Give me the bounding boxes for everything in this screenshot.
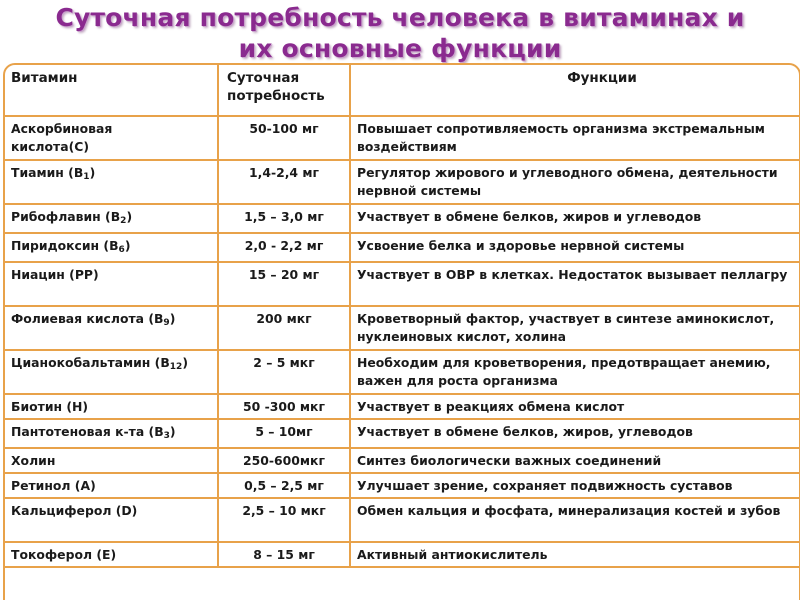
table-row xyxy=(5,419,799,448)
vitamin-name: Ниацин (РР) xyxy=(11,267,99,282)
table-row xyxy=(5,350,799,394)
header-daily-need-line-2: потребность xyxy=(227,88,325,104)
vitamin-subscript: 3 xyxy=(163,431,170,441)
function-cell: Регулятор жирового и углеводного обмена, деятельности нервной системы xyxy=(350,160,799,204)
vitamin-subscript: 12 xyxy=(169,362,183,372)
function-cell: Кроветворный фактор, участвует в синтезе аминокислот, нуклеиновых кислот, холина xyxy=(350,306,799,350)
daily-need-cell: 15 – 20 мг xyxy=(218,262,350,306)
vitamin-name: Кальциферол (D) xyxy=(11,503,138,518)
vitamin-name-cell xyxy=(5,350,218,394)
function-cell: Участвует в обмене белков, жиров и углеводов xyxy=(350,204,799,233)
page-title xyxy=(0,2,800,66)
function-cell: Улучшает зрение, сохраняет подвижность суставов xyxy=(350,473,799,498)
daily-need-cell: 200 мкг xyxy=(218,306,350,350)
table-row xyxy=(5,116,799,160)
function-cell: Усвоение белка и здоровье нервной системы xyxy=(350,233,799,262)
vitamin-name-cell xyxy=(5,394,218,419)
vitamin-name: Тиамин (В xyxy=(11,165,84,180)
function-cell: Участвует в реакциях обмена кислот xyxy=(350,394,799,419)
vitamin-name: Пантотеновая к-та (В xyxy=(11,424,164,439)
title-line-1: Суточная потребность человека в витаминах и xyxy=(55,3,745,32)
vitamin-name-close: ) xyxy=(169,311,176,326)
vitamin-name-cell xyxy=(5,473,218,498)
vitamin-name-cell xyxy=(5,498,218,542)
function-cell: Синтез биологически важных соединений xyxy=(350,448,799,473)
vitamin-name: Рибофлавин (В xyxy=(11,209,121,224)
function-cell: Участвует в ОВР в клетках. Недостаток вызывает пеллагру xyxy=(350,262,799,306)
vitamin-name-close: ) xyxy=(126,209,133,224)
vitamin-name: Ретинол (А) xyxy=(11,478,96,493)
daily-need-cell: 250-600мкг xyxy=(218,448,350,473)
vitamin-subscript: 9 xyxy=(163,318,170,328)
daily-need-cell: 50-100 мг xyxy=(218,116,350,160)
table-row xyxy=(5,306,799,350)
vitamin-name: Цианокобальтамин (В xyxy=(11,355,170,370)
function-cell: Повышает сопротивляемость организма экстремальным воздействиям xyxy=(350,116,799,160)
vitamin-name-cell xyxy=(5,542,218,567)
header-daily-need xyxy=(218,65,350,116)
table-row xyxy=(5,473,799,498)
daily-need-cell: 8 – 15 мг xyxy=(218,542,350,567)
table-row xyxy=(5,448,799,473)
daily-need-cell: 5 – 10мг xyxy=(218,419,350,448)
vitamin-name-close: ) xyxy=(124,238,131,253)
table-row xyxy=(5,160,799,204)
daily-need-cell: 50 -300 мкг xyxy=(218,394,350,419)
vitamin-name-close: ) xyxy=(182,355,188,370)
vitamin-name-cell xyxy=(5,419,218,448)
vitamin-name: Биотин (Н) xyxy=(11,399,89,414)
function-cell: Участвует в обмене белков, жиров, углеводов xyxy=(350,419,799,448)
vitamin-name-cell xyxy=(5,116,218,160)
daily-need-cell: 1,4-2,4 мг xyxy=(218,160,350,204)
daily-need-cell: 2,5 – 10 мкг xyxy=(218,498,350,542)
daily-need-cell: 2,0 - 2,2 мг xyxy=(218,233,350,262)
function-cell: Обмен кальция и фосфата, минерализация костей и зубов xyxy=(350,498,799,542)
vitamin-name: Аскорбиновая xyxy=(11,121,113,136)
vitamin-name-cell xyxy=(5,160,218,204)
table-row xyxy=(5,204,799,233)
table-row xyxy=(5,542,799,567)
vitamin-name-cell xyxy=(5,204,218,233)
vitamin-name-close: ) xyxy=(169,424,176,439)
table-row xyxy=(5,394,799,419)
table-row xyxy=(5,498,799,542)
header-daily-need-line-1: Суточная xyxy=(227,70,300,86)
vitamin-name: Холин xyxy=(11,453,56,468)
vitamin-subscript: 6 xyxy=(118,245,125,255)
vitamin-name-cell xyxy=(5,262,218,306)
vitamin-name-close: ) xyxy=(89,165,96,180)
vitamin-name-cell xyxy=(5,448,218,473)
daily-need-cell: 0,5 – 2,5 мг xyxy=(218,473,350,498)
vitamin-subscript: 1 xyxy=(83,172,90,182)
header-functions: Функции xyxy=(350,65,799,116)
vitamin-name: Пиридоксин (В xyxy=(11,238,119,253)
table-row xyxy=(5,233,799,262)
daily-need-cell: 2 – 5 мкг xyxy=(218,350,350,394)
table-row xyxy=(5,262,799,306)
title-line-2: их основные функции xyxy=(238,34,562,63)
function-cell: Необходим для кроветворения, предотвращает анемию, важен для роста организма xyxy=(350,350,799,394)
function-cell: Активный антиокислитель xyxy=(350,542,799,567)
vitamin-name-cont: кислота(С) xyxy=(11,139,89,154)
vitamin-name: Токоферол (Е) xyxy=(11,547,117,562)
daily-need-cell: 1,5 – 3,0 мг xyxy=(218,204,350,233)
header-vitamin: Витамин xyxy=(5,65,218,116)
table-body xyxy=(5,116,799,567)
vitamin-subscript: 2 xyxy=(120,216,127,226)
vitamin-table-frame xyxy=(3,63,800,600)
vitamin-name: Фолиевая кислота (В xyxy=(11,311,164,326)
vitamin-table xyxy=(5,65,799,568)
vitamin-name-cell xyxy=(5,233,218,262)
vitamin-name-cell xyxy=(5,306,218,350)
table-header-row xyxy=(5,65,799,116)
